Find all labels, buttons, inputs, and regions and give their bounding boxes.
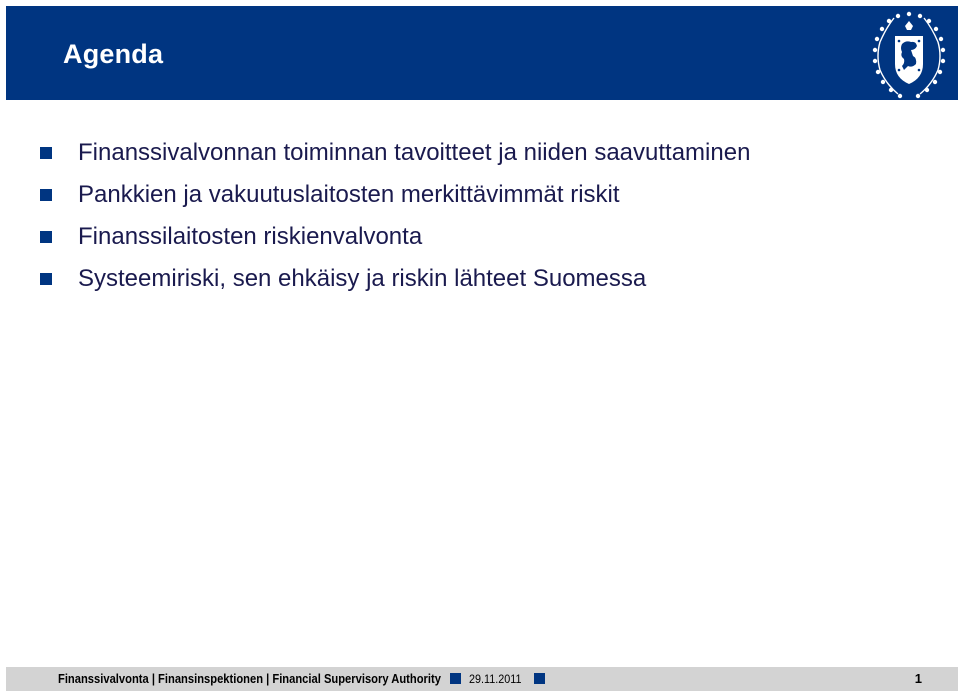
- lion-crest-logo-icon: [864, 8, 954, 104]
- footer-square-icon: [450, 673, 461, 684]
- footer-square-icon: [534, 673, 545, 684]
- list-item: [40, 216, 750, 258]
- agenda-list: [40, 132, 750, 300]
- list-item: [40, 132, 750, 174]
- footer-date: 29.11.2011: [469, 672, 522, 686]
- bullet-square-icon: [40, 231, 52, 243]
- agenda-item-text: Systeemiriski, sen ehkäisy ja riskin lähteet Suomessa: [78, 265, 647, 292]
- title-bar: [6, 6, 958, 100]
- agenda-item-text: Finanssilaitosten riskienvalvonta: [78, 223, 423, 250]
- bullet-square-icon: [40, 189, 52, 201]
- page-number: 1: [914, 671, 922, 686]
- bullet-square-icon: [40, 147, 52, 159]
- footer-bar: [6, 667, 958, 691]
- agenda-item-text: Pankkien ja vakuutuslaitosten merkittävimmät riskit: [78, 181, 620, 208]
- footer-organization: Finanssivalvonta | Finansinspektionen | Financial Supervisory Authority: [58, 671, 441, 686]
- agenda-item-text: Finanssivalvonnan toiminnan tavoitteet ja niiden saavuttaminen: [78, 139, 751, 166]
- list-item: [40, 258, 750, 300]
- list-item: [40, 174, 750, 216]
- slide-title: Agenda: [63, 39, 164, 69]
- bullet-square-icon: [40, 273, 52, 285]
